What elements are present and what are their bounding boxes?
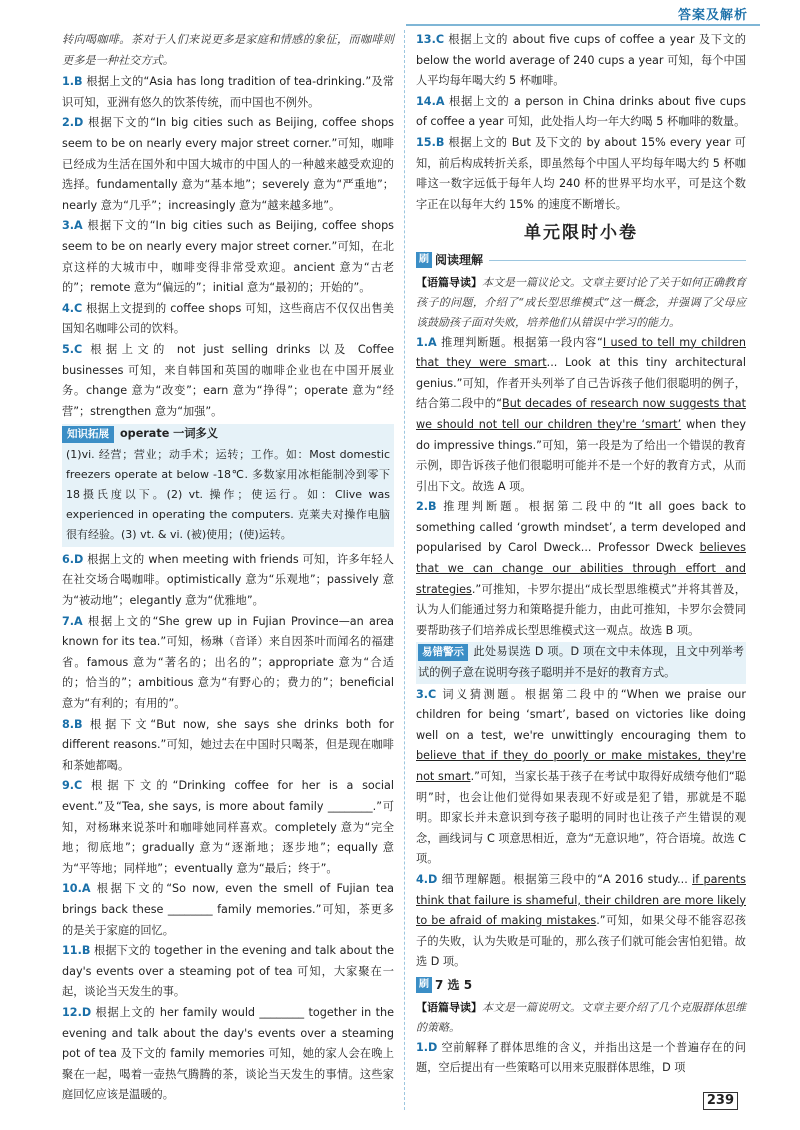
brush-icon: 刷 — [416, 252, 432, 268]
item-answer: D — [74, 116, 84, 130]
answer-item — [62, 879, 394, 941]
extension-tag: 知识拓展 — [62, 426, 114, 443]
item-explanation: 根据下文的“In big cities such as Beijing, coffee shops seem to be on nearly every major street corner.”可知，在北京这样的大城市中，咖啡变得非常受欢迎。ancient 意为“古老的”；remote 意为“偏远的”；initial 意为“最初的；开始的”。 — [62, 219, 394, 295]
item-answer: A — [81, 882, 91, 896]
item-number: 9. — [62, 779, 75, 793]
header-section-label: 答案及解析 — [677, 8, 748, 23]
item-explanation: 根据下文的“So now, even the smell of Fujian tea brings back these ________ family memories.”可知，茶更多的是关于家庭的回忆。 — [62, 882, 394, 937]
item-explanation: 根据上文提到的 coffee shops 可知，这些商店不仅仅出售美国知名咖啡公司的饮料。 — [62, 301, 394, 336]
answer-item — [416, 870, 746, 973]
item-explanation: 根据上文的 a person in China drinks about five cups of coffee a year 可知，此处指人均一年大约喝 5 杯咖啡的数量。 — [416, 94, 746, 129]
seven-guide — [416, 998, 746, 1038]
item-number: 10. — [62, 882, 82, 896]
answer-item — [62, 72, 394, 113]
item-number: 3. — [416, 687, 429, 701]
item-text-pre: 词义猜测题。根据第二段中的“When we praise our children for being ‘smart’, based on victories like doing well on a test, we're unwittingly encouraging them to — [416, 687, 746, 742]
item-answer: A — [74, 219, 83, 233]
item-number: 6. — [62, 552, 75, 566]
item-answer: C — [74, 779, 83, 793]
item-number: 15. — [416, 135, 436, 149]
header-rule — [406, 24, 760, 26]
page-number: 239 — [703, 1092, 738, 1110]
section-title: 单元限时小卷 — [524, 223, 638, 244]
item-answer: D — [428, 1040, 438, 1054]
answer-item — [62, 113, 394, 216]
item-answer: B — [74, 717, 83, 731]
brush-icon: 刷 — [416, 977, 432, 993]
item-number: 4. — [62, 301, 75, 315]
item-number: 2. — [416, 500, 429, 514]
warning-text: 此处易误选 D 项。D 项在文中未体现，且文中列举考试的例子意在说明夸孩子聪明并不是好的教育方式。 — [418, 645, 744, 680]
reading-guide — [416, 273, 746, 333]
item-explanation: 根据下文的 together in the evening and talk about the day's events over a steaming pot of tea 可知，大家聚在一起，谈论当天发生的事。 — [62, 944, 394, 999]
seven-section-label: 7 选 5 — [435, 977, 473, 992]
answer-item — [416, 685, 746, 870]
underlined-quote: believes that we can change our abilities through effort and strategies — [416, 541, 746, 596]
top-note: 转向喝咖啡。茶对于人们来说更多是家庭和情感的象征，而咖啡则更多是一种社交方式。 — [62, 33, 394, 67]
item-number: 1. — [416, 335, 429, 349]
item-number: 1. — [62, 75, 75, 89]
item-text-pre: 推理判断题。根据第一段内容“ — [441, 335, 603, 349]
item-explanation: 根据上文的 about five cups of coffee a year 及下文的 below the world average of 240 cups a year 可知，每个中国人平均每年喝大约 5 杯咖啡。 — [416, 33, 746, 88]
item-answer: C — [428, 687, 437, 701]
seven-choose-five-header — [416, 975, 746, 996]
item-answer: A — [74, 614, 83, 628]
reading-section-header — [416, 250, 746, 271]
item-explanation: 根据下文“But now, she says she drinks both for different reasons.”可知，她过去在中国时只喝茶，但是现在咖啡和茶她都喝。 — [62, 717, 394, 772]
underlined-quote: if parents think that failure is shameful, their children are more likely to be afraid of making mistakes — [416, 872, 746, 928]
item-number: 7. — [62, 614, 75, 628]
item-answer: C — [435, 33, 445, 46]
guide-tag: 【语篇导读】 — [416, 1000, 482, 1014]
answer-item — [62, 941, 394, 1003]
item-text-post: .”可知，如果父母不能容忍孩子的失败，认为失败是可耻的，那么孩子们就可能会害怕犯错。故选 D 项。 — [416, 914, 746, 969]
answer-item — [62, 715, 394, 777]
answer-item — [416, 333, 746, 498]
header-line — [489, 260, 746, 261]
answer-item — [62, 612, 394, 715]
underlined-quote: But decades of research now suggests that we should not tell our children they're ‘smart’ — [416, 397, 747, 431]
item-answer: C — [74, 342, 83, 356]
answer-item — [62, 550, 394, 612]
item-explanation: 根据下文的“In big cities such as Beijing, coffee shops seem to be on nearly every major street corner.”可知，咖啡已经成为生活在国外和中国大城市的中国人的一种越来越受欢迎的选择。fundamentally 意为“基本地”；severely 意为“严重地”；nearly 意为“几乎”；increasingly 意为“越来越多地”。 — [62, 116, 394, 212]
answer-item — [62, 299, 394, 340]
item-number: 13. — [416, 33, 436, 46]
answer-item — [416, 30, 746, 92]
item-explanation: 空前解释了群体思维的含义，并指出这是一个普遍存在的问题，空后提出有一些策略可以用来克服群体思维，D 项 — [416, 1040, 746, 1075]
item-number: 14. — [416, 94, 436, 108]
warning-tag: 易错警示 — [418, 644, 468, 661]
item-explanation: 根据上文的“She grew up in Fujian Province—an area known for its tea.”可知，杨琳（音译）来自因茶叶而闻名的福建省。famous 意为“著名的；出名的”；appropriate 意为“合适的；恰当的”；ambitious 意为“有野心的；费力的”；beneficial 意为“有利的；有用的”。 — [62, 614, 394, 711]
item-explanation: 根据上文的 her family would ________ together in the evening and talk about the day's events over a steaming pot of tea 及下文的 family memories 可知，她的家人会在晚上聚在一起，喝着一壶热气腾腾的茶，谈论当天发生的事情。这些家庭回忆应该是温暖的。 — [62, 1005, 394, 1102]
answer-item — [62, 340, 394, 422]
right-column — [416, 30, 746, 1079]
item-answer: B — [81, 944, 91, 958]
answer-item — [416, 1038, 746, 1079]
answer-item — [416, 92, 746, 133]
item-text-post: .”可推知，卡罗尔提出“成长型思维模式”并将其普及，认为人们能通过努力和策略提升能力，由此可推知，卡罗尔会赞同要帮助孩子们培养成长型思维模式这一观点。故选 B 项。 — [416, 582, 746, 637]
answer-item — [62, 1003, 394, 1106]
guide-text: 本文是一篇议论文。文章主要讨论了关于如何正确教育孩子的问题，介绍了“成长型思维模式”这一概念，并强调了父母应该鼓励孩子面对失败，培养他们从错误中学习的能力。 — [416, 275, 746, 329]
underlined-quote: believe that if they do poorly or make mistakes, they're not smart — [416, 749, 746, 783]
item-explanation: 根据上文的 But 及下文的 by about 15% every year 可知，前后构成转折关系，即虽然每个中国人平均每年喝大约 5 杯咖啡这一数字远低于每年人均 240 杯的世界平均水平，可是这个数字正在以每年大约 15% 的速度不断增长。 — [416, 135, 746, 211]
item-answer: B — [435, 135, 445, 149]
item-answer: D — [428, 872, 438, 886]
extension-title: operate 一词多义 — [120, 427, 218, 441]
reading-section-label: 阅读理解 — [435, 252, 484, 267]
item-explanation: 根据下文的“Drinking coffee for her is a social event.”及“Tea, she says, is more about family ________.”可知，对杨琳来说茶叶和咖啡她同样喜欢。completely 意为“完全地；彻底地”；gradually 意为“逐渐地；逐步地”；equally 意为“平等地；同样地”；eventually 意为“最后；终于”。 — [62, 779, 394, 875]
item-number: 4. — [416, 872, 429, 886]
item-text-post: when they do impressive things.”可知，第一段是为了给出一个错误的教育示例，即告诉孩子他们很聪明可能并不是一个好的教育方式，从而引出下文。故选 A 项。 — [416, 417, 746, 493]
answer-item — [416, 133, 746, 215]
item-answer: A — [435, 94, 445, 108]
item-number: 5. — [62, 342, 75, 356]
item-number: 11. — [62, 944, 82, 958]
item-answer: A — [428, 335, 437, 349]
item-answer: D — [81, 1005, 92, 1019]
item-answer: B — [74, 75, 83, 89]
left-column — [62, 30, 394, 1106]
item-number: 1. — [416, 1040, 429, 1054]
item-answer: B — [428, 500, 437, 514]
item-number: 8. — [62, 717, 75, 731]
item-number: 12. — [62, 1005, 82, 1019]
underlined-quote: I used to tell my children that they were smart — [416, 335, 747, 370]
item-explanation: 根据上文的 when meeting with friends 可知，许多年轻人在社交场合喝咖啡。optimistically 意为“乐观地”；passively 意为“被动地”；elegantly 意为“优雅地”。 — [62, 552, 394, 608]
item-answer: C — [74, 301, 83, 315]
item-number: 3. — [62, 219, 75, 233]
answer-item — [416, 497, 746, 641]
item-explanation: 根据上文的 not just selling drinks 以及 Coffee businesses 可知，来自韩国和英国的咖啡企业也在中国开展业务。change 意为“改变”；earn 意为“挣得”；operate 意为“经营”；strengthen 意为“加强”。 — [62, 342, 394, 418]
extension-body: (1)vi. 经营；营业；动手术；运转；工作。如：Most domestic freezers operate at below -18℃. 多数家用冰柜能制冷到零下18摄氏度以下。(2) vt. 操作；使运行。如：Clive was experienced in operating the computers. 克莱夫对操作电脑很有经验。(3) vt. & vi. (被)使用；(使)运转。 — [66, 447, 390, 541]
answer-item — [62, 776, 394, 879]
answer-item — [62, 216, 394, 298]
guide-tag: 【语篇导读】 — [416, 275, 482, 289]
item-text-mid: ... Look at this tiny architectural genius.”可知，作者开头列举了自己告诉孩子他们很聪明的例子，结合第二段中的“ — [416, 356, 746, 411]
error-warning-box — [416, 642, 746, 683]
item-text-pre: 细节理解题。根据第三段中的“A 2016 study... — [441, 872, 693, 886]
item-answer: D — [74, 552, 84, 566]
item-number: 2. — [62, 116, 75, 130]
column-divider — [404, 30, 405, 1110]
knowledge-extension-box — [62, 424, 394, 547]
item-text-pre: 推理判断题。根据第二段中的“It all goes back to something called ‘growth mindset’, a term developed and popularised by Carol Dweck... Professor Dweck — [416, 500, 746, 555]
item-text-post: .”可知，当家长基于孩子在考试中取得好成绩夸他们“聪明”时，也会让他们觉得如果表现不好或是犯了错，那就是不聪明。即家长并未意识到夸孩子聪明的同时也让孩子产生错误的观念，画线词与 C 项意思相近，意为“无意识地”，符合语境。故选 C 项。 — [416, 770, 746, 866]
guide-text: 本文是一篇说明文。文章主要介绍了几个克服群体思维的策略。 — [416, 1000, 746, 1034]
item-explanation: 根据上文的“Asia has long tradition of tea-drinking.”及常识可知，亚洲有悠久的饮茶传统，而中国也不例外。 — [62, 75, 395, 109]
